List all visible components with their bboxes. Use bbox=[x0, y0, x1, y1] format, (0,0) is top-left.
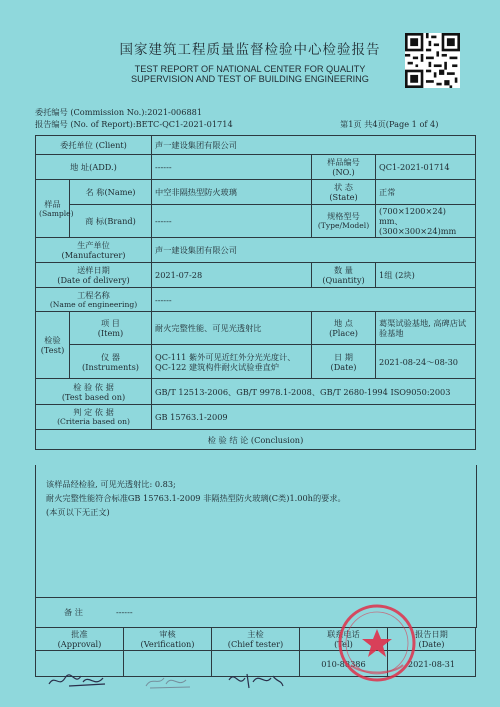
tel-value: 010-88386 bbox=[300, 651, 388, 677]
report-title-en-line1: TEST REPORT OF NATIONAL CENTER FOR QUALITY bbox=[134, 64, 366, 74]
chief-tester-signature-icon bbox=[225, 668, 285, 692]
verification-signature-icon bbox=[140, 670, 200, 692]
criteria-label: 判 定 依 据 (Criteria based on) bbox=[36, 405, 152, 430]
delivery-row bbox=[36, 263, 476, 288]
sample-no-label: 样品编号 (NO.) bbox=[312, 155, 376, 180]
item-row bbox=[36, 312, 476, 345]
address-label: 地 址(ADD.) bbox=[36, 155, 152, 180]
client-label: 委托单位 (Client) bbox=[36, 136, 152, 155]
type-model-value: (700×1200×24) mm、(300×300×24)mm bbox=[376, 205, 476, 238]
brand-row bbox=[36, 205, 476, 238]
engineering-row bbox=[36, 288, 476, 312]
report-number: 报告编号 (No. of Report):BETC-QC1-2021-01714 bbox=[35, 119, 233, 129]
approval-label: 批准 (Approval) bbox=[36, 628, 124, 651]
manufacturer-row bbox=[36, 238, 476, 263]
state-label: 状 态 (State) bbox=[312, 180, 376, 205]
name-row bbox=[36, 180, 476, 205]
page-indicator: 第1页 共4页(Page 1 of 4) bbox=[340, 119, 439, 129]
conclusion-heading: 检 验 结 论 (Conclusion) bbox=[36, 430, 476, 450]
address-value: ------ bbox=[152, 155, 312, 180]
brand-value: ------ bbox=[152, 205, 312, 238]
engineering-label: 工程名称 (Name of engineering) bbox=[36, 288, 152, 312]
item-label: 项 目 (Item) bbox=[70, 312, 152, 345]
official-seal-icon bbox=[337, 603, 417, 683]
conclusion-line-1: 该样品经检验, 可见光透射比: 0.83; bbox=[46, 479, 176, 489]
conclusion-heading-row bbox=[36, 430, 476, 450]
manufacturer-value: 声一建设集团有限公司 bbox=[152, 238, 476, 263]
test-label: 检验 (Test) bbox=[36, 312, 70, 379]
conclusion-box bbox=[35, 465, 477, 598]
place-label: 地 点 (Place) bbox=[312, 312, 376, 345]
place-value: 葛渠试验基地, 高碑店试验基地 bbox=[376, 312, 476, 345]
sample-label: 样品 (Sample) bbox=[36, 180, 70, 238]
commission-number: 委托编号 (Commission No.):2021-006881 bbox=[35, 107, 203, 117]
engineering-value: ------ bbox=[152, 288, 476, 312]
report-title-cn: 国家建筑工程质量监督检验中心检验报告 bbox=[119, 42, 381, 58]
criteria-row bbox=[36, 405, 476, 430]
report-title-en-line2: SUPERVISION AND TEST OF BUILDING ENGINEERING bbox=[131, 74, 369, 84]
delivery-label: 送样日期 (Date of delivery) bbox=[36, 263, 152, 288]
name-label: 名 称(Name) bbox=[70, 180, 152, 205]
test-based-label: 检 验 依 据 (Test based on) bbox=[36, 379, 152, 405]
tel-label: 联系电话 (Tel) bbox=[300, 628, 388, 651]
item-value: 耐火完整性能、可见光透射比 bbox=[152, 312, 312, 345]
qr-code-icon bbox=[405, 33, 460, 88]
name-value: 中空非隔热型防火玻璃 bbox=[152, 180, 312, 205]
report-date-value: 2021-08-31 bbox=[388, 651, 476, 677]
report-date-label: 报告日期 (Date) bbox=[388, 628, 476, 651]
quantity-value: 1组 (2块) bbox=[376, 263, 476, 288]
chief-tester-label: 主检 (Chief tester) bbox=[212, 628, 300, 651]
test-based-row bbox=[36, 379, 476, 405]
client-row bbox=[36, 136, 476, 155]
quantity-label: 数 量 (Quantity) bbox=[312, 263, 376, 288]
address-row bbox=[36, 155, 476, 180]
criteria-value: GB 15763.1-2009 bbox=[152, 405, 476, 430]
brand-label: 商 标(Brand) bbox=[70, 205, 152, 238]
conclusion-line-3: (本页以下无正文) bbox=[46, 507, 110, 517]
report-info-table bbox=[35, 135, 476, 450]
sample-no-value: QC1-2021-01714 bbox=[376, 155, 476, 180]
client-value: 声一建设集团有限公司 bbox=[152, 136, 476, 155]
instruments-row bbox=[36, 345, 476, 379]
approval-signature-icon bbox=[45, 670, 115, 692]
verification-label: 审核 (Verification) bbox=[124, 628, 212, 651]
instruments-label: 仪 器 (Instruments) bbox=[70, 345, 152, 379]
type-model-label: 规格型号 (Type/Model) bbox=[312, 205, 376, 238]
conclusion-line-2: 耐火完整性能符合标准GB 15763.1-2009 非隔热型防火玻璃(C类)1.00h的要求。 bbox=[46, 493, 346, 503]
test-based-value: GB/T 12513-2006、GB/T 9978.1-2008、GB/T 2680-1994 ISO9050:2003 bbox=[152, 379, 476, 405]
state-value: 正常 bbox=[376, 180, 476, 205]
delivery-value: 2021-07-28 bbox=[152, 263, 312, 288]
remarks-value: ------ bbox=[116, 607, 133, 617]
remarks-label: 备 注 bbox=[64, 607, 83, 617]
instruments-value: QC-111 紫外可见近红外分光光度计、QC-122 建筑构件耐火试验垂直炉 bbox=[152, 345, 312, 379]
manufacturer-label: 生产单位 (Manufacturer) bbox=[36, 238, 152, 263]
date-label: 日 期 (Date) bbox=[312, 345, 376, 379]
date-value: 2021-08-24～08-30 bbox=[376, 345, 476, 379]
